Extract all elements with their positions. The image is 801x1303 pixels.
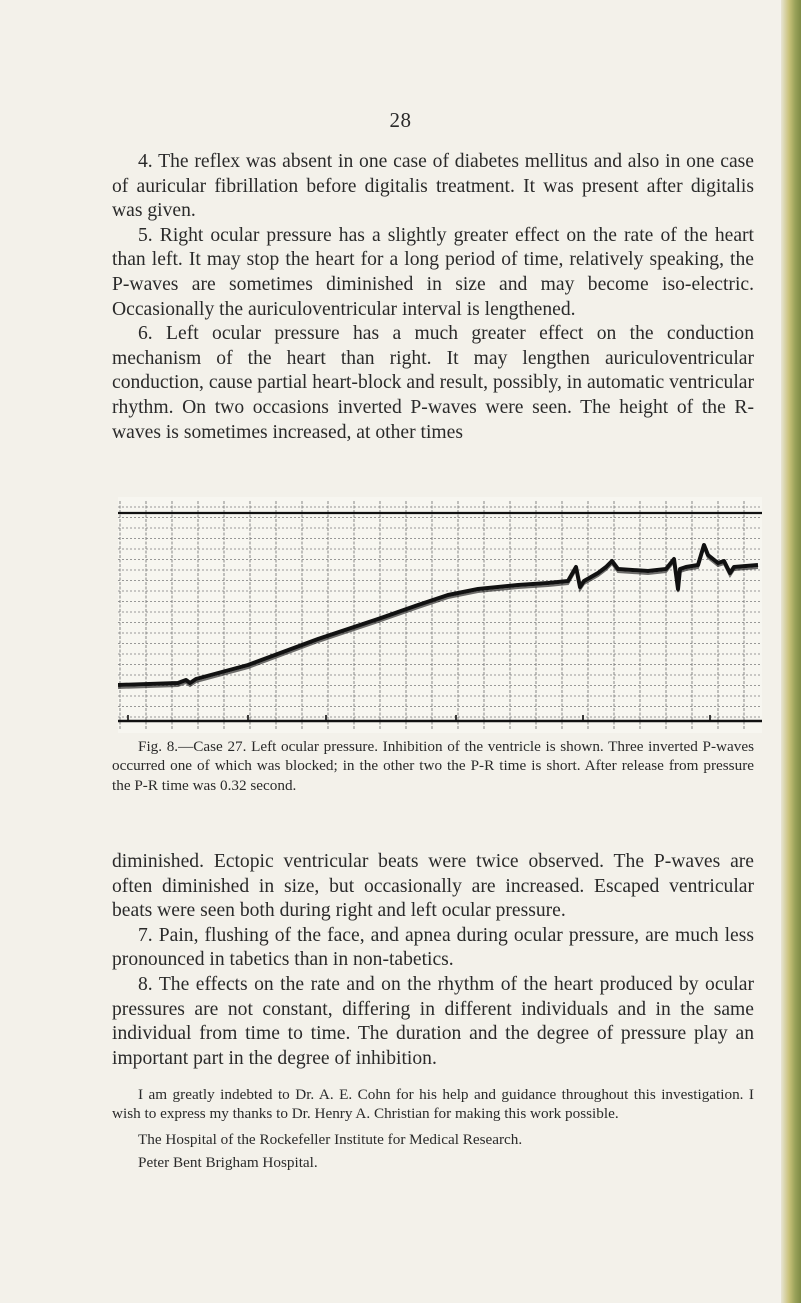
figure-caption xyxy=(112,737,754,795)
paragraph-8: 8. The effects on the rate and on the rhythm of the heart produced by ocular pressures are not constant, differing in different individuals and in the same individual from time to time. The duration and the degree of pressure play an important part in the degree of inhibition. xyxy=(112,973,754,1069)
affiliation-brigham: Peter Bent Brigham Hospital. xyxy=(138,1154,318,1172)
acknowledgment-text: I am greatly indebted to Dr. A. E. Cohn for his help and guidance throughout this investigation. I wish to express my thanks to Dr. Henry A. Christian for making this work possible. xyxy=(112,1086,754,1123)
figure-caption-text: Fig. 8.—Case 27. Left ocular pressure. Inhibition of the ventricle is shown. Three inverted P-waves occurred one of which was blocked; in the other two the P-R time is short. After release from pressure the P-R time was 0.32 second. xyxy=(112,738,754,794)
paragraph-6: 6. Left ocular pressure has a much greater effect on the conduction mechanism of the heart than right. It may lengthen auriculoventricular conduction, cause partial heart-block and result, possibly, in automatic ventricular rhythm. On two occasions inverted P-waves were seen. The height of the R-waves is sometimes increased, at other times xyxy=(112,323,754,443)
page-edge-shadow xyxy=(781,0,801,1303)
page-number: 28 xyxy=(389,108,412,132)
acknowledgment-block xyxy=(112,1085,754,1173)
paragraph-6-continued: diminished. Ectopic ventricular beats were twice observed. The P-waves are often diminished in size, but occasionally are increased. Escaped ventricular beats were seen both during right and left ocular pressure. xyxy=(112,851,754,922)
paragraph-5: 5. Right ocular pressure has a slightly greater effect on the rate of the heart than left. It may stop the heart for a long period of time, relatively speaking, the P-waves are sometimes diminished in size and may become iso-electric. Occasionally the auriculoventricular interval is lengthened. xyxy=(112,224,754,320)
paragraph-7: 7. Pain, flushing of the face, and apnea during ocular pressure, are much less pronounced in tabetics than in non-tabetics. xyxy=(112,924,754,971)
ecg-figure xyxy=(118,497,762,733)
affiliation-rockefeller: The Hospital of the Rockefeller Institute for Medical Research. xyxy=(138,1130,523,1148)
body-text-top xyxy=(112,150,754,445)
paragraph-4: 4. The reflex was absent in one case of diabetes mellitus and also in one case of auricular fibrillation before digitalis treatment. It was present after digitalis was given. xyxy=(112,151,754,222)
ecg-tracing-image xyxy=(118,497,762,733)
body-text-bottom xyxy=(112,850,754,1071)
